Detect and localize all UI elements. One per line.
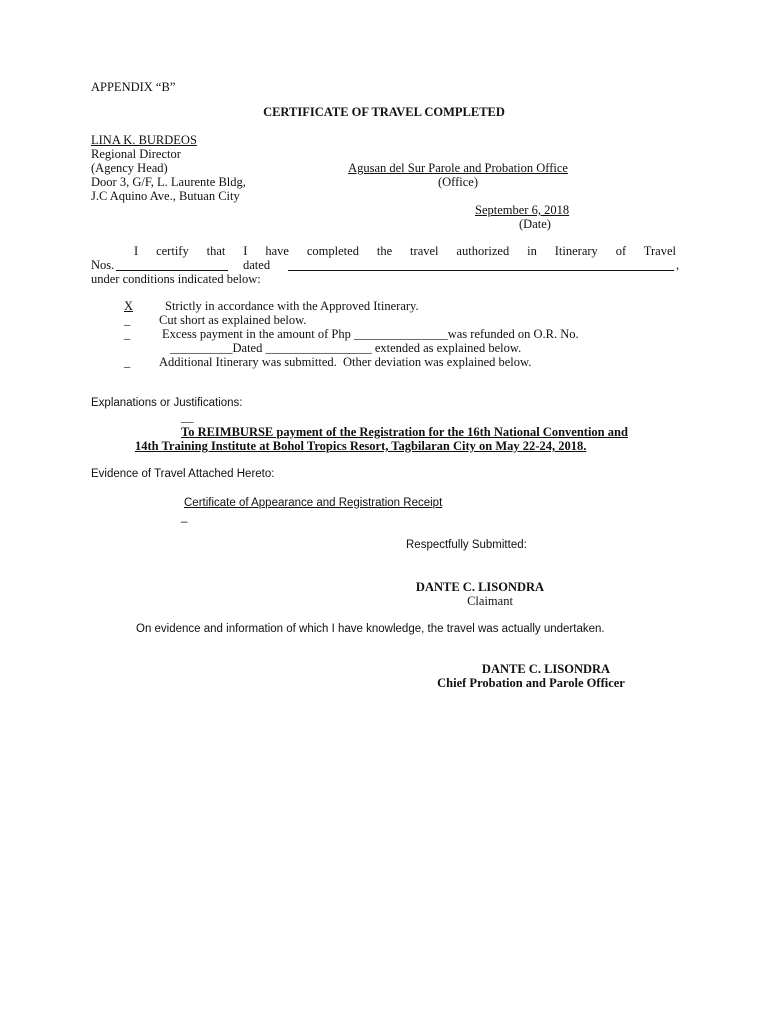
evidence-blank: _ [181, 511, 188, 523]
addressee-address-line1: Door 3, G/F, L. Laurente Bldg, [91, 175, 246, 189]
condition-text: Strictly in accordance with the Approved Itinerary. [165, 299, 419, 313]
condition-mark: _ [124, 355, 131, 369]
office-name: Agusan del Sur Parole and Probation Office [348, 161, 568, 175]
explanations-blank: __ [181, 410, 194, 424]
dated-label: dated [243, 258, 271, 272]
addressee-name: LINA K. BURDEOS [91, 133, 197, 147]
attesting-officer-title: Chief Probation and Parole Officer [437, 676, 625, 690]
nos-label: Nos. [91, 258, 115, 272]
explanations-label: Explanations or Justifications: [91, 397, 243, 409]
certification-line3: under conditions indicated below: [91, 272, 261, 286]
respectfully-submitted: Respectfully Submitted: [406, 539, 527, 551]
appendix-label: APPENDIX “B” [91, 80, 176, 94]
condition-mark: _ [124, 327, 131, 341]
explanation-line1: To REIMBURSE payment of the Registration for the 16th National Convention and [181, 425, 628, 439]
office-label: (Office) [437, 175, 479, 189]
document-title: CERTIFICATE OF TRAVEL COMPLETED [263, 105, 505, 119]
date-label: (Date) [519, 217, 551, 231]
certification-line1: I certify that I have completed the travel authorized in Itinerary of Travel [134, 244, 676, 258]
condition-mark: X [124, 299, 134, 313]
evidence-label: Evidence of Travel Attached Hereto: [91, 468, 275, 480]
nos-blank-line [116, 270, 228, 271]
addressee-position: Regional Director [91, 147, 181, 161]
condition-text: Cut short as explained below. [159, 313, 307, 327]
attesting-officer-name: DANTE C. LISONDRA [481, 662, 611, 676]
attestation-statement: On evidence and information of which I have knowledge, the travel was actually undertaken. [136, 623, 605, 635]
evidence-item: Certificate of Appearance and Registration Receipt [184, 497, 443, 509]
condition-mark: _ [124, 313, 131, 327]
dated-blank-line [288, 270, 674, 271]
condition-text: __________Dated _________________ extended as explained below. [170, 341, 522, 355]
date-value: September 6, 2018 [475, 203, 570, 217]
trailing-comma: , [676, 258, 680, 272]
condition-text: Excess payment in the amount of Php _______________was refunded on O.R. No. [162, 327, 579, 341]
claimant-role: Claimant [467, 594, 513, 608]
explanation-line2: 14th Training Institute at Bohol Tropics Resort, Tagbilaran City on May 22-24, 2018. [135, 439, 587, 453]
addressee-role: (Agency Head) [91, 161, 168, 175]
condition-text: Additional Itinerary was submitted. Other deviation was explained below. [159, 355, 532, 369]
addressee-address-line2: J.C Aquino Ave., Butuan City [91, 189, 240, 203]
claimant-name: DANTE C. LISONDRA [415, 580, 545, 594]
